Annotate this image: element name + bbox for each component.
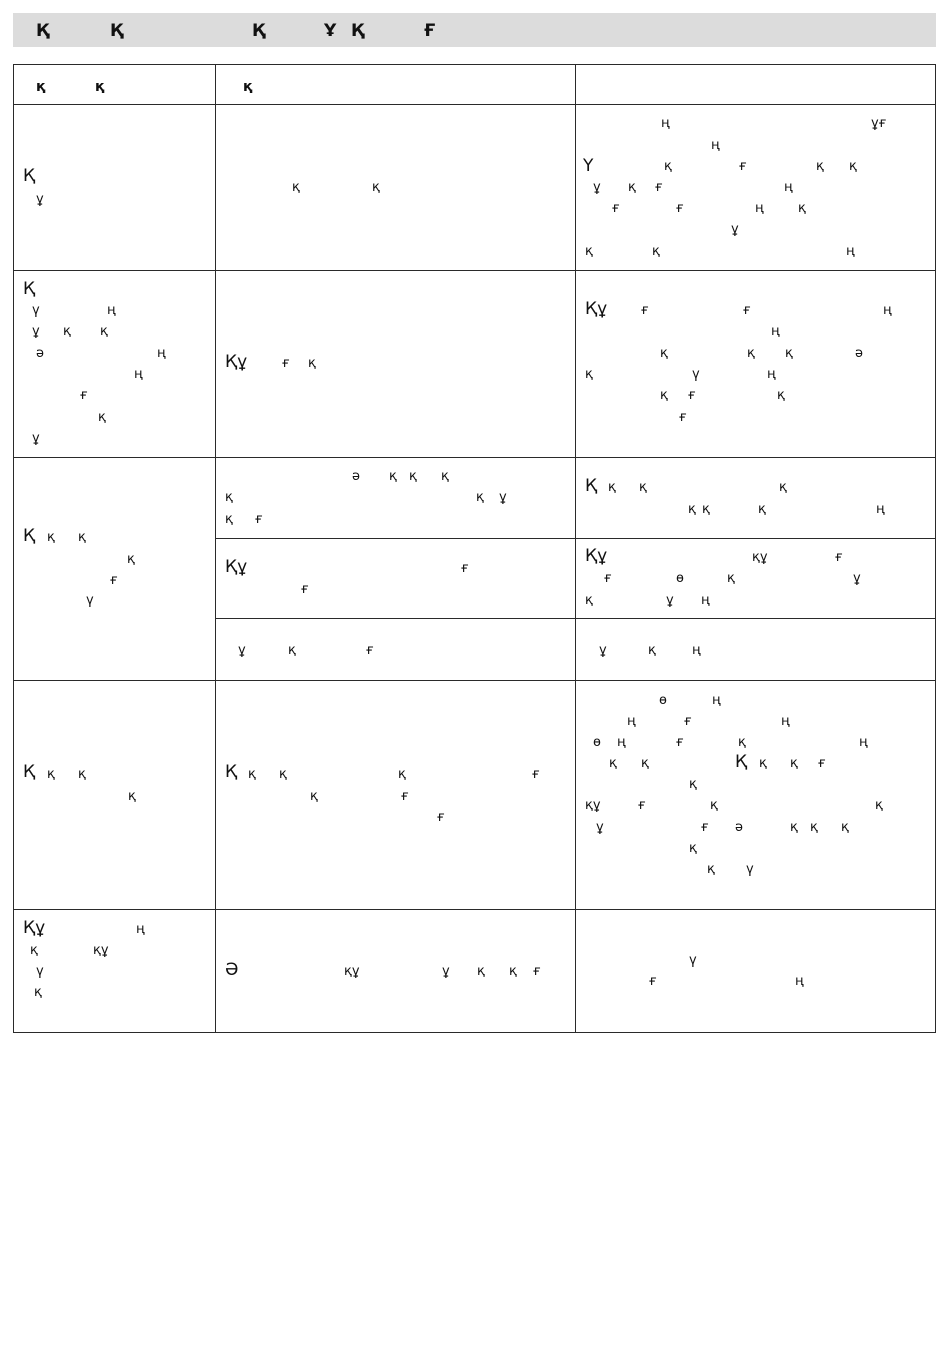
cell-glyph: қ xyxy=(875,798,883,813)
cell-glyph: ү xyxy=(689,953,697,968)
cell-glyph: ү xyxy=(692,367,700,382)
cell-glyph: қ xyxy=(98,410,106,425)
cell-glyph: қ xyxy=(308,356,316,371)
cell-glyph: ғ xyxy=(255,512,263,527)
cell-glyph: қ xyxy=(664,159,672,174)
cell-glyph: ұ xyxy=(853,571,861,586)
cell-glyph: Құ xyxy=(585,299,608,319)
cell-glyph: ө xyxy=(676,571,684,586)
table-border-left xyxy=(13,64,14,1033)
cell-glyph: ә xyxy=(36,346,44,361)
cell-glyph: қ xyxy=(225,490,233,505)
cell-glyph: қ xyxy=(849,159,857,174)
cell-glyph: ң xyxy=(134,367,143,382)
cell-glyph: ұ xyxy=(36,192,44,207)
cell-glyph: қ xyxy=(758,502,766,517)
cell-glyph: ғ xyxy=(743,303,751,318)
cell-glyph: қ xyxy=(727,571,735,586)
cell-glyph: қ xyxy=(660,346,668,361)
cell-glyph: ү xyxy=(746,862,754,877)
cell-glyph: ғ xyxy=(649,974,657,989)
cell-glyph: ғ xyxy=(110,573,118,588)
cell-glyph: ғ xyxy=(676,735,684,750)
cell-glyph: ғ xyxy=(679,410,687,425)
cell-glyph: қ xyxy=(689,841,697,856)
cell-glyph: ң xyxy=(157,346,166,361)
cell-glyph: ң xyxy=(876,502,885,517)
cell-glyph: ұғ xyxy=(871,116,887,131)
banner-glyph: Қ xyxy=(36,21,50,41)
cell-glyph: ә xyxy=(735,820,743,835)
cell-glyph: ғ xyxy=(604,571,612,586)
cell-glyph: ғ xyxy=(532,767,540,782)
cell-glyph: ә xyxy=(352,469,360,484)
cell-glyph: қ xyxy=(288,643,296,658)
cell-glyph: қ xyxy=(660,388,668,403)
cell-glyph: ә xyxy=(855,346,863,361)
row-divider xyxy=(13,680,936,681)
cell-glyph: Қ xyxy=(225,762,238,782)
cell-glyph: ғ xyxy=(676,201,684,216)
cell-glyph: қ xyxy=(47,767,55,782)
cell-glyph: ғ xyxy=(688,388,696,403)
cell-glyph: Қ xyxy=(23,526,36,546)
cell-glyph: қ xyxy=(225,512,233,527)
cell-glyph: ұ xyxy=(599,643,607,658)
cell-glyph: ғ xyxy=(818,756,826,771)
cell-glyph: ғ xyxy=(366,643,374,658)
cell-glyph: қ xyxy=(628,180,636,195)
cell-glyph: қ xyxy=(476,490,484,505)
cell-glyph: ө xyxy=(659,693,667,708)
cell-glyph: қ xyxy=(648,643,656,658)
banner-glyph: Ұ xyxy=(324,21,337,41)
cell-glyph: ң xyxy=(767,367,776,382)
cell-glyph: ғ xyxy=(612,201,620,216)
header-glyph: қ xyxy=(95,79,105,95)
cell-glyph: ң xyxy=(692,643,701,658)
cell-glyph: қ xyxy=(78,767,86,782)
cell-glyph: ғ xyxy=(282,356,290,371)
cell-glyph: қ xyxy=(509,964,517,979)
cell-glyph: ө xyxy=(593,735,601,750)
cell-glyph: қ xyxy=(248,767,256,782)
table-border-top xyxy=(13,64,936,65)
cell-glyph: ұ xyxy=(593,180,601,195)
cell-glyph: ғ xyxy=(638,798,646,813)
cell-glyph: қ xyxy=(688,502,696,517)
cell-glyph: қ xyxy=(738,735,746,750)
cell-glyph: ң xyxy=(795,974,804,989)
cell-glyph: қ xyxy=(810,820,818,835)
cell-glyph: қ xyxy=(389,469,397,484)
cell-glyph: қ xyxy=(100,324,108,339)
cell-glyph: қ xyxy=(585,367,593,382)
cell-glyph: қ xyxy=(652,244,660,259)
cell-glyph: ғ xyxy=(461,561,469,576)
cell-glyph: Құ xyxy=(225,557,248,577)
cell-glyph: қ xyxy=(34,985,42,1000)
cell-glyph: қ xyxy=(608,480,616,495)
cell-glyph: ң xyxy=(136,922,145,937)
cell-glyph: ғ xyxy=(739,159,747,174)
cell-glyph: ң xyxy=(859,735,868,750)
cell-glyph: ұ xyxy=(499,490,507,505)
cell-glyph: ғ xyxy=(684,714,692,729)
cell-glyph: қ xyxy=(689,777,697,792)
cell-glyph: ң xyxy=(781,714,790,729)
cell-glyph: қ xyxy=(47,530,55,545)
cell-glyph: Қ xyxy=(585,476,598,496)
banner-glyph: Ғ xyxy=(424,21,436,41)
cell-glyph: ң xyxy=(617,735,626,750)
cell-glyph: қ xyxy=(585,244,593,259)
cell-glyph: ғ xyxy=(533,964,541,979)
cell-glyph: қ xyxy=(292,180,300,195)
cell-glyph: қ xyxy=(790,820,798,835)
cell-glyph: қ xyxy=(747,346,755,361)
row-divider xyxy=(13,270,936,271)
cell-glyph: Ү xyxy=(583,156,594,176)
cell-glyph: құ xyxy=(752,550,768,565)
cell-glyph: ғ xyxy=(655,180,663,195)
cell-glyph: қ xyxy=(641,756,649,771)
cell-glyph: қ xyxy=(777,388,785,403)
cell-glyph: ғ xyxy=(401,789,409,804)
cell-glyph: қ xyxy=(707,862,715,877)
table-border-right xyxy=(935,64,936,1033)
cell-glyph: қ xyxy=(710,798,718,813)
cell-glyph: Қ xyxy=(735,752,748,772)
cell-glyph: ғ xyxy=(301,582,309,597)
cell-glyph: қ xyxy=(30,943,38,958)
cell-glyph: қ xyxy=(785,346,793,361)
cell-glyph: ң xyxy=(701,593,710,608)
cell-glyph: құ xyxy=(93,943,109,958)
header-glyph: қ xyxy=(36,79,46,95)
cell-glyph: ұ xyxy=(666,593,674,608)
cell-glyph: қ xyxy=(78,530,86,545)
cell-glyph: ң xyxy=(883,303,892,318)
cell-glyph: ү xyxy=(86,593,94,608)
cell-glyph: Құ xyxy=(23,918,46,938)
cell-glyph: қ xyxy=(759,756,767,771)
cell-glyph: Құ xyxy=(225,352,248,372)
cell-glyph: ұ xyxy=(32,431,40,446)
cell-glyph: ң xyxy=(784,180,793,195)
cell-glyph: ұ xyxy=(238,643,246,658)
cell-glyph: ү xyxy=(32,303,40,318)
cell-glyph: ұ xyxy=(596,820,604,835)
cell-glyph: Қ xyxy=(23,166,36,186)
cell-glyph: ң xyxy=(107,303,116,318)
cell-glyph: құ xyxy=(585,798,601,813)
cell-glyph: құ xyxy=(344,964,360,979)
cell-glyph: ұ xyxy=(731,222,739,237)
cell-glyph: ұ xyxy=(32,324,40,339)
cell-glyph: қ xyxy=(310,789,318,804)
cell-glyph: ң xyxy=(711,138,720,153)
row-divider xyxy=(13,909,936,910)
cell-glyph: қ xyxy=(639,480,647,495)
cell-glyph: қ xyxy=(128,789,136,804)
cell-glyph: Құ xyxy=(585,546,608,566)
cell-glyph: қ xyxy=(841,820,849,835)
cell-glyph: ұ xyxy=(442,964,450,979)
cell-glyph: Қ xyxy=(23,762,36,782)
column-divider xyxy=(575,64,576,1033)
row-divider xyxy=(13,104,936,105)
cell-glyph: қ xyxy=(816,159,824,174)
cell-glyph: ң xyxy=(627,714,636,729)
cell-glyph: қ xyxy=(398,767,406,782)
banner-glyph: Қ xyxy=(110,21,124,41)
cell-glyph: қ xyxy=(372,180,380,195)
cell-glyph: ғ xyxy=(80,388,88,403)
banner-glyph: Қ xyxy=(351,21,365,41)
cell-glyph: қ xyxy=(63,324,71,339)
cell-glyph: ғ xyxy=(701,820,709,835)
cell-glyph: қ xyxy=(779,480,787,495)
column-divider xyxy=(215,64,216,1033)
cell-glyph: Қ xyxy=(23,279,36,299)
row-divider xyxy=(13,457,936,458)
cell-glyph: қ xyxy=(409,469,417,484)
cell-glyph: қ xyxy=(702,502,710,517)
cell-glyph: Ә xyxy=(225,960,239,980)
cell-glyph: ү xyxy=(36,964,44,979)
cell-glyph: қ xyxy=(279,767,287,782)
cell-glyph: ғ xyxy=(641,303,649,318)
cell-glyph: қ xyxy=(127,552,135,567)
cell-glyph: қ xyxy=(441,469,449,484)
cell-glyph: қ xyxy=(585,593,593,608)
cell-glyph: қ xyxy=(790,756,798,771)
cell-glyph: ң xyxy=(661,116,670,131)
cell-glyph: ғ xyxy=(835,550,843,565)
cell-glyph: ғ xyxy=(437,810,445,825)
banner-glyph: Қ xyxy=(252,21,266,41)
cell-glyph: ң xyxy=(712,693,721,708)
cell-glyph: ң xyxy=(846,244,855,259)
cell-glyph: қ xyxy=(477,964,485,979)
cell-glyph: қ xyxy=(798,201,806,216)
table-border-bottom xyxy=(13,1032,936,1033)
header-glyph: қ xyxy=(243,79,253,95)
cell-glyph: ң xyxy=(771,324,780,339)
cell-glyph: ң xyxy=(755,201,764,216)
cell-glyph: қ xyxy=(609,756,617,771)
